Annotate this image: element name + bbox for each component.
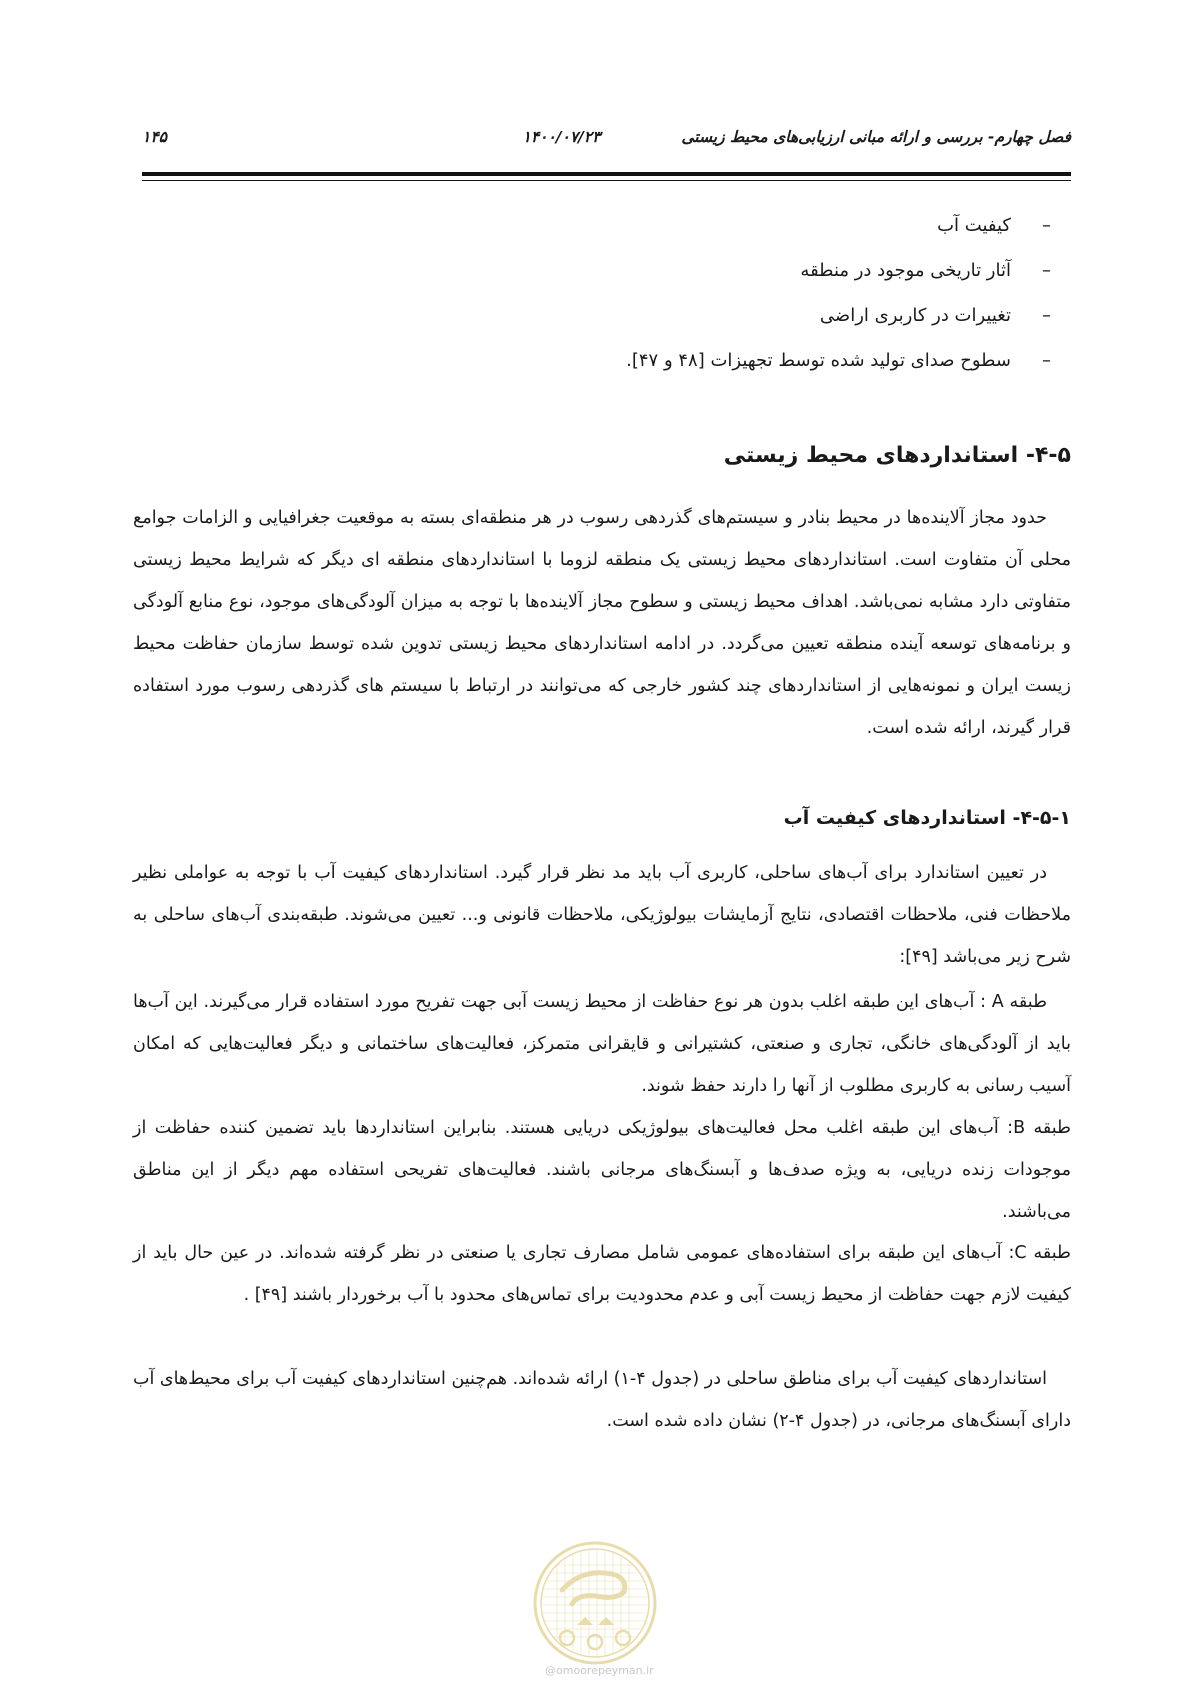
paragraph-intro: در تعیین استاندارد برای آب‌های ساحلی، کاربری آب باید مد نظر قرار گیرد. استانداردهای کیفیت آب با توجه به عواملی نظیر ملاحظات فنی، ملاحظات اقتصادی، نتایج آزمایشات بیولوژیکی، ملاحظات قانونی و... تعیین می‌شوند. طبقه‌بندی آب‌های ساحلی به شرح زیر می‌باشد [۴۹]:: [133, 863, 1071, 967]
list-item: [141, 305, 1071, 350]
section-paragraph: حدود مجاز آلاینده‌ها در محیط بنادر و سیستم‌های گذردهی رسوب در هر منطقه‌ای بسته به موقعیت جغرافیایی و الزامات جوامع محلی آن متفاوت است. استانداردهای محیط زیستی یک منطقه لزوما با استانداردهای منطقه ای دیگر که شرایط محیط زیستی متفاوتی دارد مشابه نمی‌باشد. اهداف محیط زیستی و سطوح مجاز آلاینده‌ها با توجه به میزان آلودگی‌های موجود، نوع منابع آلودگی و برنامه‌های توسعه آینده منطقه تعیین می‌گردد. در ادامه استانداردهای محیط زیستی تدوین شده توسط سازمان حفاظت محیط زیست ایران و نمونه‌هایی از استانداردهای چند کشور خارجی که می‌توانند در ارتباط با سیستم های گذردهی رسوب مورد استفاده قرار گیرند، ارائه شده است.: [133, 508, 1071, 738]
bullet-list: [141, 215, 1071, 395]
list-item: [141, 260, 1071, 305]
bullet-dash: –: [1042, 215, 1051, 236]
header-rule-thin: [142, 180, 1071, 181]
list-item: [141, 215, 1071, 260]
seal-logo: [532, 1540, 658, 1666]
page-number: ۱۴۵: [142, 128, 167, 146]
header-rule-thick: [142, 172, 1071, 176]
paragraph-tables-reference: استانداردهای کیفیت آب برای مناطق ساحلی در (جدول ۴-۱) ارائه شده‌اند. هم‌چنین استانداردهای کیفیت آب برای محیط‌های آب دارای آبسنگ‌های مرجانی، در (جدول ۴-۲) نشان داده شده است.: [133, 1369, 1071, 1431]
list-item-text: کیفیت آب: [937, 215, 1011, 236]
list-item-text: آثار تاریخی موجود در منطقه: [800, 260, 1011, 281]
bullet-dash: –: [1042, 260, 1051, 281]
list-item: [141, 350, 1071, 395]
header-date: ۱۴۰۰/۰۷/۲۳: [522, 128, 601, 146]
bullet-dash: –: [1042, 350, 1051, 371]
watermark-handle: @omoorepeyman.ir: [545, 1664, 654, 1677]
paragraph-class-c: طبقه C: آب‌های این طبقه برای استفاده‌های عمومی شامل مصارف تجاری یا صنعتی در نظر گرفته شده‌اند. در عین حال باید از کیفیت لازم جهت حفاظت از محیط زیست آبی و عدم محدودیت برای تماس‌های محدود با آب برخوردار باشند [۴۹] .: [133, 1243, 1071, 1305]
chapter-title: فصل چهارم- بررسی و ارائه مبانی ارزیابی‌های محیط زیستی: [681, 128, 1071, 146]
list-item-text: تغییرات در کاربری اراضی: [819, 305, 1011, 326]
paragraph-class-b: طبقه B: آب‌های این طبقه اغلب محل فعالیت‌های بیولوژیکی دریایی هستند. بنابراین استانداردها باید تضمین کننده حفاظت از موجودات زنده دریایی، به ویژه صدف‌ها و آبسنگ‌های مرجانی باشند. فعالیت‌های تفریحی استفاده مهم دیگر از این مناطق می‌باشند.: [133, 1118, 1071, 1222]
subsection-heading: ۴-۵-۱- استانداردهای کیفیت آب: [783, 807, 1071, 829]
list-item-text: سطوح صدای تولید شده توسط تجهیزات [۴۸ و ۴۷].: [626, 350, 1011, 371]
bullet-dash: –: [1042, 305, 1051, 326]
paragraph-class-a: طبقه A : آب‌های این طبقه اغلب بدون هر نوع حفاظت از محیط زیست آبی جهت تفریح مورد استفاده قرار می‌گیرند. این آب‌ها باید از آلودگی‌های خانگی، تجاری و صنعتی، کشتیرانی و قایقرانی متمرکز، فعالیت‌های ساختمانی و دیگر فعالیت‌هایی که امکان آسیب رسانی به کاربری مطلوب از آنها را دارند حفظ شوند.: [133, 992, 1071, 1096]
section-heading: ۴-۵- استانداردهای محیط زیستی: [723, 443, 1071, 468]
page-header: [142, 128, 1071, 154]
